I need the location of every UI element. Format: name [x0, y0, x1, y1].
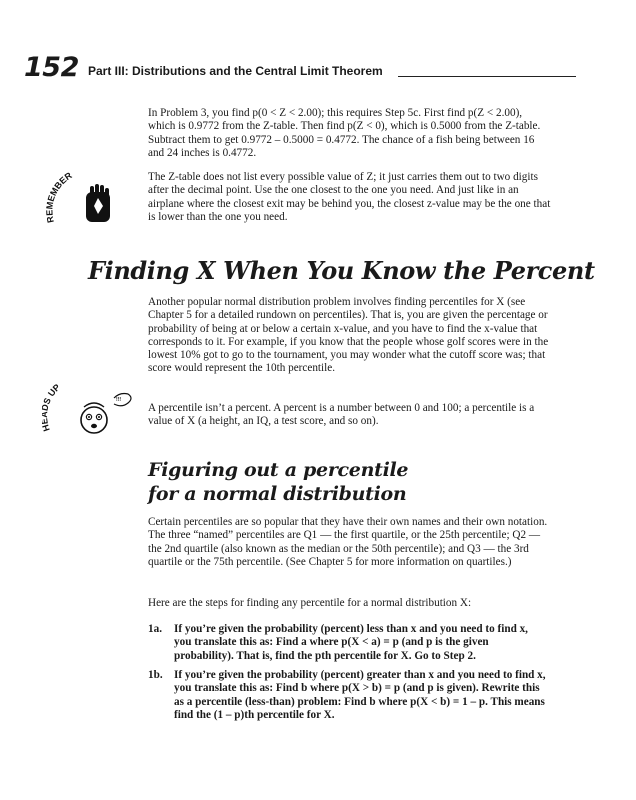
section-heading: Finding X When You Know the Percent — [88, 256, 595, 285]
remember-icon — [44, 170, 140, 237]
steps-intro: Here are the steps for finding any percentile for a normal distribution X: — [148, 597, 472, 609]
subsection-paragraph: Certain percentiles are so popular that they have their own names and their own notation. The three “named” percentiles are Q1 — the first quartile, or the 25th percentile; Q2 — the 2nd quartile (also known as the median or the 50th percentile); and Q3 — the 3rd quartile or the 75th percentile. (See Chapter 5 for more information on quartiles.) — [148, 516, 548, 568]
section-paragraph: Another popular normal distribution problem involves finding percentiles for X (see Chapter 5 for a detailed rundown on percentiles). That is, you are given the percentage or probability of being at or below a certain x-value, and you have to find the x-value that corresponds to it. For example, if you know that the people whose golf scores were in the lowest 10% got to go to the tournament, you may wonder what the cutoff score was; that score would represent the 10th percentile. — [148, 296, 549, 375]
step-number: 1a. — [148, 623, 162, 635]
header-rule — [398, 76, 576, 77]
subsection-heading-line2: for a normal distribution — [148, 483, 407, 505]
page-number: 152 — [24, 52, 79, 83]
part-title: Part III: Distributions and the Central Limit Theorem — [88, 64, 383, 78]
step-item — [148, 669, 548, 722]
svg-text:!!!: !!! — [116, 397, 121, 403]
running-header — [24, 52, 564, 88]
heads-up-text: A percentile isn’t a percent. A percent is a number between 0 and 100; a percentile is a value of X (a height, an IQ, a test score, and so on). — [148, 402, 535, 428]
step-item — [148, 623, 548, 663]
remember-text: The Z-table does not list every possible value of Z; it just carries them out to two digits after the decimal point. Use the one closest to the one you need. And just like in an airplane where the closest exit may be behind you, the closest z-value may be the one that is lower than the one you need. — [148, 171, 551, 223]
intro-paragraph: In Problem 3, you find p(0 < Z < 2.00); this requires Step 5c. First find p(Z < 2.00), which is 0.9772 from the Z-table. Then find p(Z < 0), which is 0.5000 from the Z-table. Subtract them to get 0.9772 – 0.5000 = 0.4772. The chance of a fish being between 16 and 24 inches is 0.4772. — [148, 107, 541, 159]
heads-up-icon-label: S UP — [42, 381, 63, 406]
subsection-heading-line1: Figuring out a percentile — [148, 459, 409, 481]
step-text: If you’re given the probability (percent) less than x and you need to find x, you translate this as: Find a where p(X < a) = p (and p is the given probability). That is, find the pth percentile for X. Go to Step 2. — [174, 623, 528, 662]
step-number: 1b. — [148, 669, 163, 681]
remember-icon-label: REMEMBER — [44, 170, 74, 224]
subsection-heading — [148, 458, 408, 506]
heads-up-icon — [42, 380, 142, 445]
step-text: If you’re given the probability (percent) greater than x and you need to find x, you translate this as: Find b where p(X > b) = p (and p is given). Rewrite this as a percentile (less-than) problem: Find b where p(X < b) = 1 – p. This means find the (1 – p)th percentile for X. — [174, 669, 546, 721]
